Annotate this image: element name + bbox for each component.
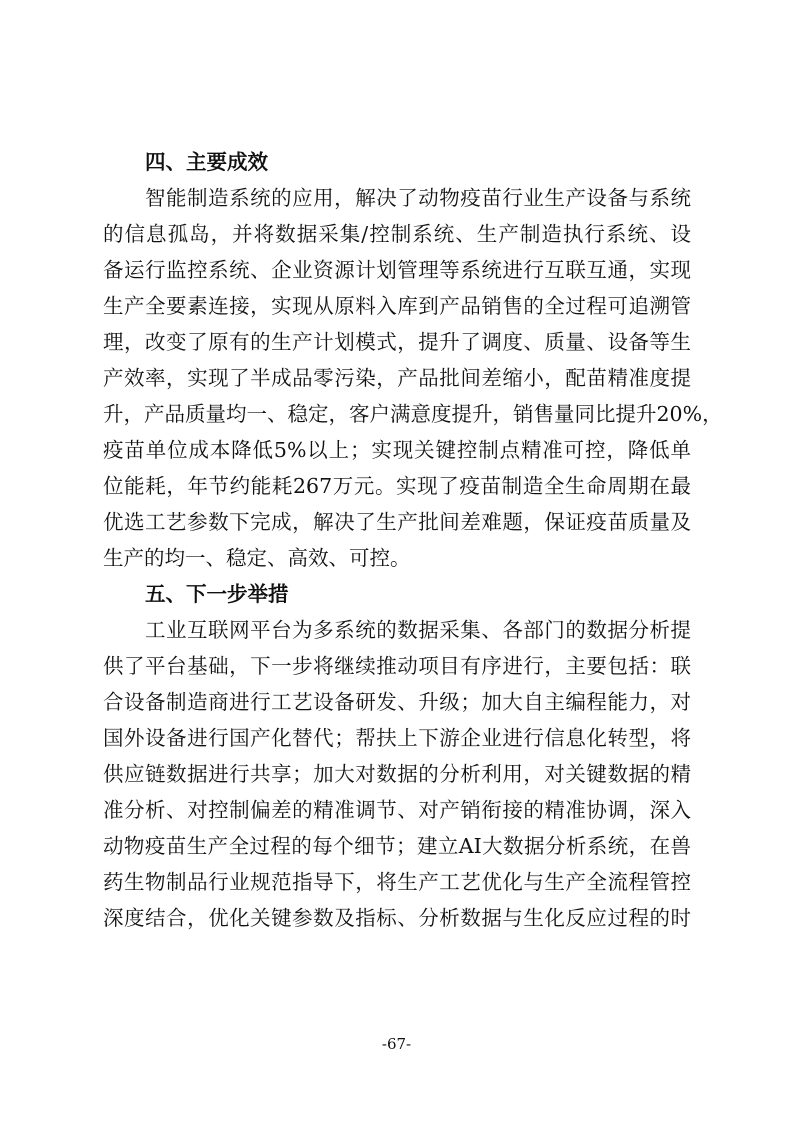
paragraph-line: 动物疫苗生产全过程的每个细节；建立AI大数据分析系统，在兽: [103, 834, 691, 858]
paragraph-line: 供应链数据进行共享；加大对数据的分析利用，对关键数据的精: [103, 762, 691, 786]
paragraph-line: 产效率，实现了半成品零污染，产品批间差缩小，配苗精准度提: [103, 366, 691, 390]
paragraph-line: 优选工艺参数下完成，解决了生产批间差难题，保证疫苗质量及: [103, 510, 691, 534]
paragraph-line: 国外设备进行国产化替代；帮扶上下游企业进行信息化转型，将: [103, 726, 691, 750]
paragraph-line: 生产的均一、稳定、高效、可控。: [103, 546, 411, 570]
paragraph-line: 合设备制造商进行工艺设备研发、升级；加大自主编程能力，对: [103, 690, 691, 714]
paragraph-line: 准分析、对控制偏差的精准调节、对产销衔接的精准协调，深入: [103, 798, 691, 822]
paragraph-line: 备运行监控系统、企业资源计划管理等系统进行互联互通，实现: [103, 258, 691, 282]
paragraph-line: 药生物制品行业规范指导下，将生产工艺优化与生产全流程管控: [103, 870, 691, 894]
paragraph-line: 的信息孤岛，并将数据采集/控制系统、生产制造执行系统、设: [103, 222, 691, 246]
paragraph-line: 供了平台基础，下一步将继续推动项目有序进行，主要包括：联: [103, 654, 691, 678]
paragraph-line: 工业互联网平台为多系统的数据采集、各部门的数据分析提: [145, 618, 691, 642]
paragraph-line: 生产全要素连接，实现从原料入库到产品销售的全过程可追溯管: [103, 294, 691, 318]
paragraph-line: 疫苗单位成本降低5%以上；实现关键控制点精准可控，降低单: [103, 438, 691, 462]
paragraph-line: 智能制造系统的应用，解决了动物疫苗行业生产设备与系统: [145, 186, 691, 210]
page-number: -67-: [381, 1035, 412, 1053]
paragraph-line: 理，改变了原有的生产计划模式，提升了调度、质量、设备等生: [103, 330, 691, 354]
paragraph-line: 位能耗，年节约能耗267万元。实现了疫苗制造全生命周期在最: [103, 474, 691, 498]
paragraph-line: 深度结合，优化关键参数及指标、分析数据与生化反应过程的时: [103, 906, 691, 930]
section-heading-next-steps: 五、下一步举措: [145, 582, 289, 606]
paragraph-line: 升，产品质量均一、稳定，客户满意度提升，销售量同比提升20%，: [103, 402, 723, 426]
section-heading-main-results: 四、主要成效: [145, 150, 268, 174]
